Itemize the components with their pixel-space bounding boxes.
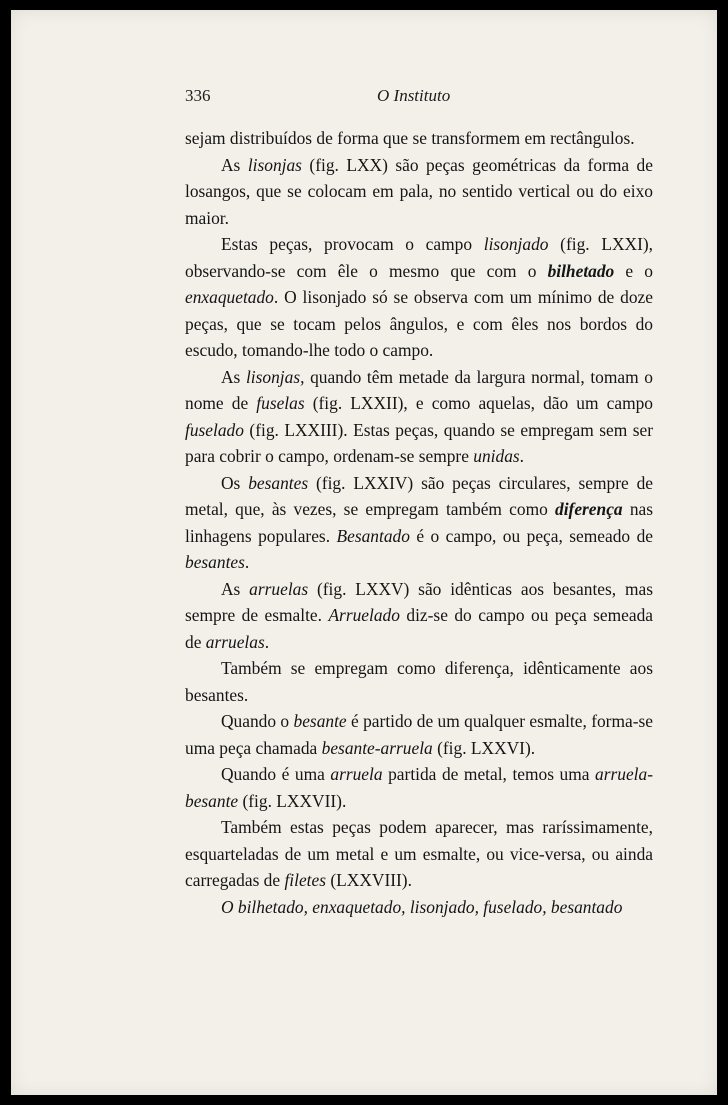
paragraph-text: (fig. LXXVII). [238, 790, 347, 811]
paragraph [185, 761, 653, 814]
paragraph-text: . [244, 552, 250, 572]
italic-term: arruela [330, 764, 383, 784]
bold-italic-term: diferença [555, 499, 623, 519]
italic-term: lisonjado [483, 234, 549, 254]
paragraph-text: . [264, 631, 270, 652]
italic-term: arruela-besante [185, 764, 653, 811]
paragraph-text: (fig. LXXII), e como aquelas, dão um campo [304, 393, 653, 413]
paragraph [185, 708, 653, 761]
paragraph-text: Também se empregam como diferença, idênticamente aos besantes. [185, 658, 653, 705]
italic-term: unidas [473, 446, 520, 466]
paragraph-text: (fig. LXX) são peças geométricas da forma de losangos, que se colocam em pala, no sentido vertical ou do eixo maior. [185, 154, 653, 228]
paragraph-text: O bilhetado, enxaquetado, lisonjado, fuselado, besantado [221, 896, 623, 917]
running-title: O Instituto [377, 86, 451, 105]
paragraph-text: Os [221, 472, 249, 493]
italic-term: arruelas [205, 631, 265, 652]
italic-term: besantes [185, 552, 245, 572]
paragraph-text: As [221, 366, 246, 387]
paragraph-text: (fig. LXXIII). Estas peças, quando se empregam sem ser para cobrir o campo, ordenam-se sempre [185, 419, 653, 466]
paragraph-text: As [221, 578, 250, 599]
paragraph-text: . O lisonjado só se observa com um mínimo de doze peças, que se tocam pelos ângulos, e com êles nos bordos do escudo, tomando-lhe todo o campo. [185, 287, 653, 360]
italic-term: filetes [284, 870, 326, 890]
italic-term: enxaquetado [185, 287, 274, 307]
italic-term: Arruelado [328, 605, 400, 625]
paragraph-text: sejam distribuídos de forma que se transformem em rectângulos. [185, 128, 635, 148]
paragraph [185, 125, 653, 152]
paragraph-text: é o campo, ou peça, semeado de [409, 525, 653, 546]
italic-term: fuselado [185, 419, 244, 440]
paragraph-text: Quando o [221, 711, 294, 731]
paragraph [185, 152, 653, 232]
paragraph-text: Estas peças, provocam o campo [221, 234, 484, 254]
italic-term: Besantado [336, 525, 410, 546]
italic-term: besante [293, 711, 347, 731]
paragraph-text: As [221, 154, 248, 175]
italic-term: lisonjas [247, 154, 302, 175]
paragraph [185, 894, 653, 921]
paragraph-text: . [519, 446, 525, 466]
italic-term: arruelas [249, 578, 309, 599]
paragraph-text: (fig. LXXI), observando-se com êle o mesmo que com o [185, 234, 653, 281]
paragraph [185, 655, 653, 708]
paragraph-text: (fig. LXXIV) são peças circulares, sempre de metal, que, às vezes, se empregam também como [185, 472, 653, 519]
italic-term: fuselas [256, 393, 305, 413]
paragraph [185, 814, 653, 894]
paragraph-text: (LXXVIII). [326, 870, 412, 890]
page-number: 336 [185, 86, 211, 105]
paragraph-text: Também estas peças podem aparecer, mas raríssimamente, esquarteladas de um metal e um esmalte, ou vice-versa, ou ainda carregadas de [185, 817, 653, 890]
page-header [185, 83, 651, 109]
paragraph-text: nas linhagens populares. [185, 499, 654, 546]
paragraph-text: (fig. LXXVI). [432, 737, 536, 758]
paragraph-text: partida de metal, temos uma [382, 764, 596, 784]
paragraph [185, 576, 653, 656]
book-page [11, 10, 717, 1095]
paragraph [185, 364, 653, 470]
body-text [185, 125, 653, 920]
paragraph [185, 231, 653, 364]
paragraph-text: Quando é uma [221, 764, 331, 784]
bold-italic-term: bilhetado [547, 260, 615, 281]
paragraph-text: quando têm metade da largura normal, tomam o nome de [185, 366, 653, 413]
italic-term: besantes [248, 472, 309, 493]
italic-term: lisonjas, [245, 366, 305, 387]
paragraph-text: é partido de um qualquer esmalte, forma-se uma peça chamada [185, 711, 654, 758]
paragraph-text: (fig. LXXV) são idênticas aos besantes, mas sempre de esmalte. [185, 578, 653, 625]
italic-term: besante-arruela [321, 737, 433, 758]
paragraph-text: diz-se do campo ou peça semeada de [185, 605, 653, 652]
paragraph [185, 470, 653, 576]
paragraph-text: e o [614, 260, 653, 281]
